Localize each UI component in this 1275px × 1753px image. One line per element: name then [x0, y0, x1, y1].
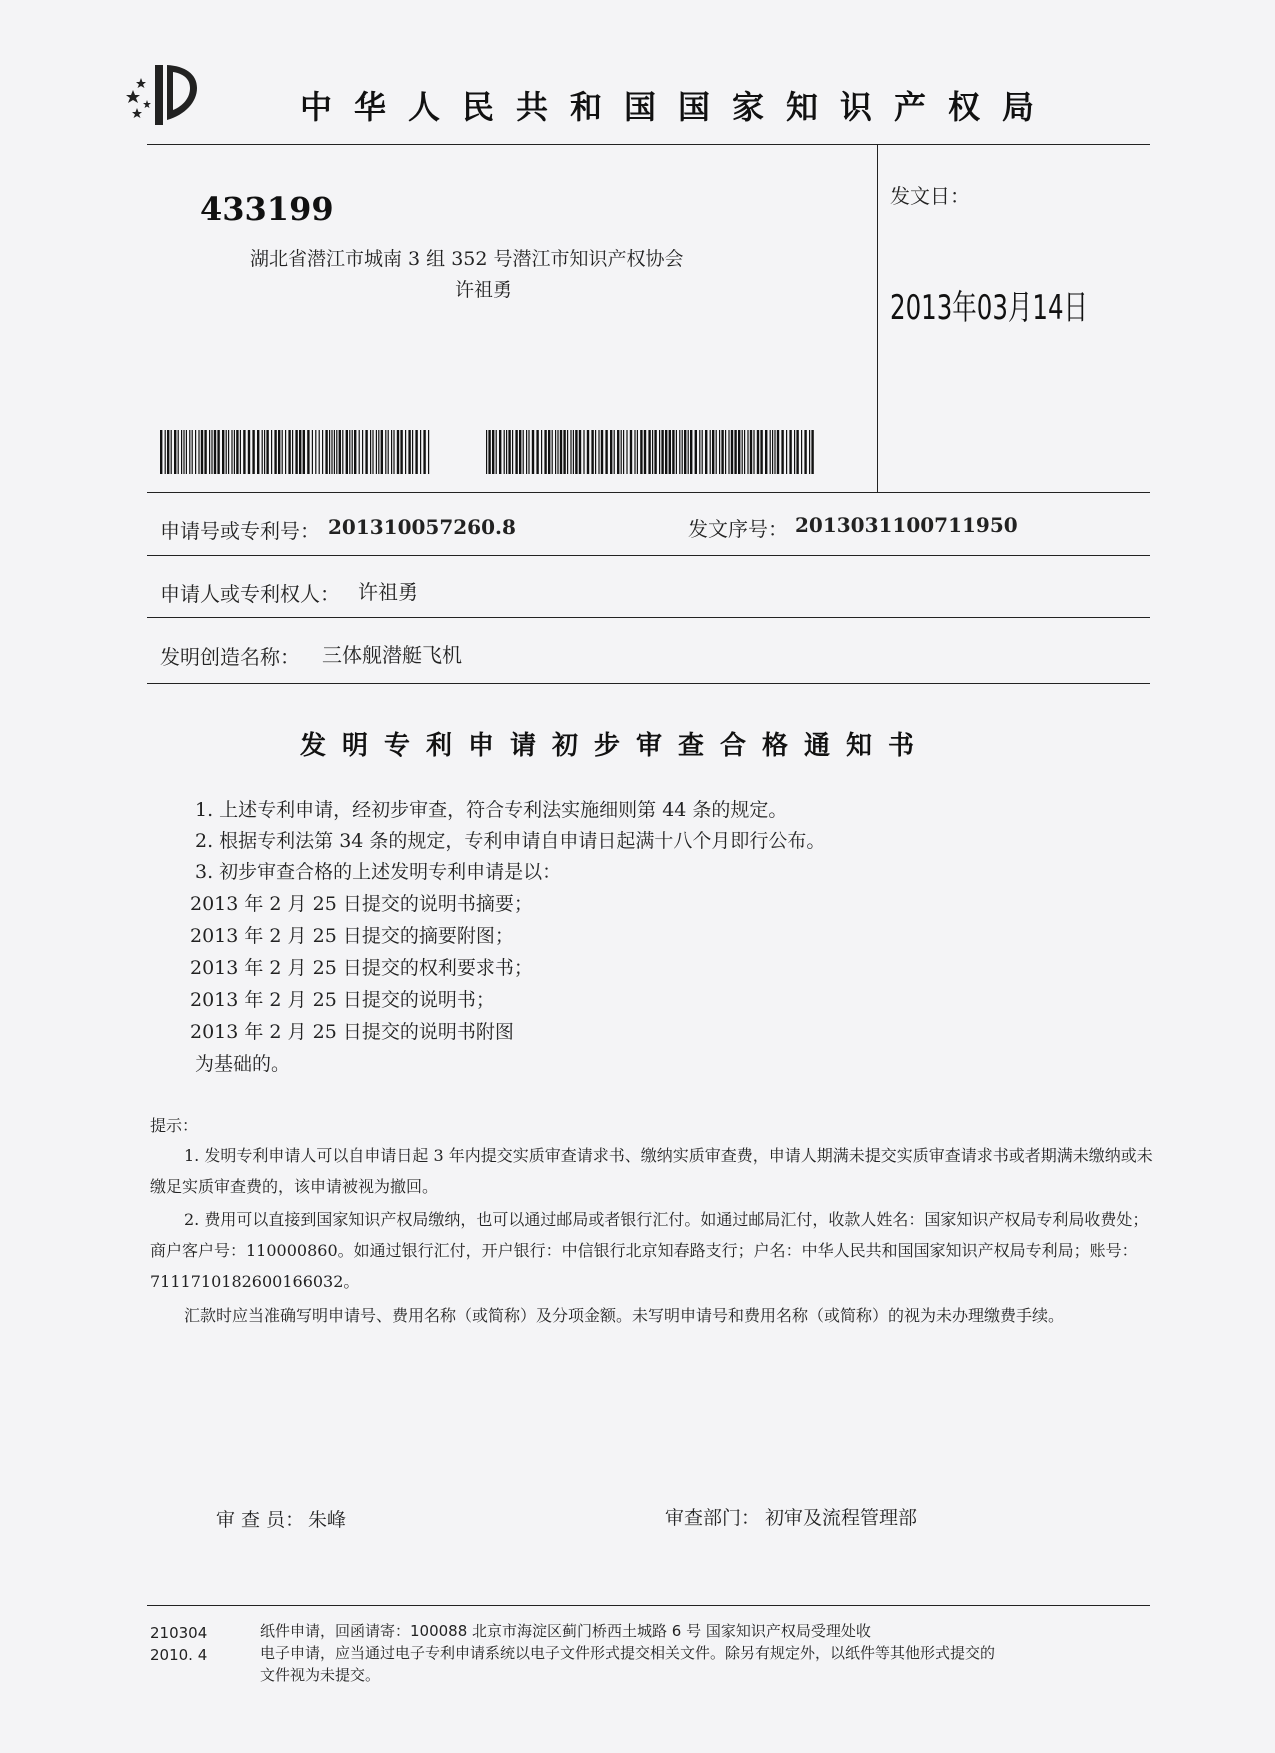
serial-no: 2013031100711950: [795, 513, 1018, 537]
footer-line-2: 电子申请，应当通过电子专利申请系统以电子文件形式提交相关文件。除另有规定外，以纸件等其他形式提交的: [260, 1644, 996, 1662]
recipient-name: 许祖勇: [455, 279, 513, 301]
agency-title: 中华人民共和国国家知识产权局: [300, 88, 1057, 126]
applicant-label: 申请人或专利权人：: [160, 582, 340, 606]
notice-line: 3. 初步审查合格的上述发明专利申请是以：: [195, 861, 562, 883]
department-name: 初审及流程管理部: [765, 1507, 918, 1529]
notice-line: 2013 年 2 月 25 日提交的摘要附图；: [190, 925, 514, 947]
tip-2: 2. 费用可以直接到国家知识产权局缴纳，也可以通过邮局或者银行汇付。如通过邮局汇付，收款人姓名：国家知识产权局专利局收费处；商户客户号：110000860。如通过银行汇付，开户银行：中信银行北京知春路支行；户名：中华人民共和国国家知识产权局专利局；账号：7111710182600166032。: [150, 1210, 1149, 1291]
issue-date-label: 发文日：: [890, 184, 970, 208]
tips-heading: 提示：: [150, 1116, 199, 1135]
rule-3: [147, 617, 1150, 618]
notice-line: 2013 年 2 月 25 日提交的说明书摘要；: [190, 893, 533, 915]
notice-title: 发明专利申请初步审查合格通知书: [300, 731, 931, 761]
issue-date: 2013年03月14日: [890, 288, 1089, 328]
rule-2: [147, 555, 1150, 556]
notice-line: 2013 年 2 月 25 日提交的权利要求书；: [190, 957, 533, 979]
footer-line-1: 纸件申请，回函请寄：100088 北京市海淀区蓟门桥西土城路 6 号 国家知识产权局受理处收: [260, 1622, 871, 1640]
invention-name: 三体舰潜艇飞机: [322, 643, 462, 667]
footer-rule: [147, 1605, 1150, 1606]
postcode: 433199: [200, 190, 334, 228]
examiner-name: 朱峰: [308, 1509, 347, 1531]
address-divider: [877, 144, 878, 492]
barcode-1: [160, 430, 430, 474]
applicant: 许祖勇: [358, 580, 418, 604]
rule-1: [147, 492, 1150, 493]
serial-label: 发文序号：: [688, 517, 788, 541]
tip-3: 汇款时应当准确写明申请号、费用名称（或简称）及分项金额。未写明申请号和费用名称（或简称）的视为未办理缴费手续。: [184, 1306, 1065, 1325]
top-rule: [147, 144, 1150, 145]
rule-4: [147, 683, 1150, 684]
notice-line: 为基础的。: [195, 1053, 291, 1075]
tip-1: 1. 发明专利申请人可以自申请日起 3 年内提交实质审查请求书、缴纳实质审查费，申请人期满未提交实质审查请求书或者期满未缴纳或未缴足实质审查费的，该申请被视为撤回。: [150, 1146, 1153, 1196]
application-no: 201310057260.8: [328, 515, 516, 539]
notice-line: 1. 上述专利申请，经初步审查，符合专利法实施细则第 44 条的规定。: [195, 799, 788, 821]
examiner-label: 审 查 员：: [216, 1509, 305, 1531]
sipo-logo-icon: [125, 60, 205, 130]
department-label: 审查部门：: [665, 1507, 761, 1529]
recipient-address: 湖北省潜江市城南 3 组 352 号潜江市知识产权协会: [250, 248, 684, 270]
invention-label: 发明创造名称：: [160, 645, 300, 669]
notice-line: 2013 年 2 月 25 日提交的说明书；: [190, 989, 495, 1011]
notice-line: 2013 年 2 月 25 日提交的说明书附图: [190, 1021, 514, 1043]
footer-line-3: 文件视为未提交。: [260, 1666, 381, 1684]
application-no-label: 申请号或专利号：: [160, 519, 320, 543]
form-version: 2010. 4: [150, 1646, 208, 1664]
barcode-2: [486, 430, 814, 474]
notice-line: 2. 根据专利法第 34 条的规定，专利申请自申请日起满十八个月即行公布。: [195, 830, 826, 852]
form-code: 210304: [150, 1624, 208, 1642]
